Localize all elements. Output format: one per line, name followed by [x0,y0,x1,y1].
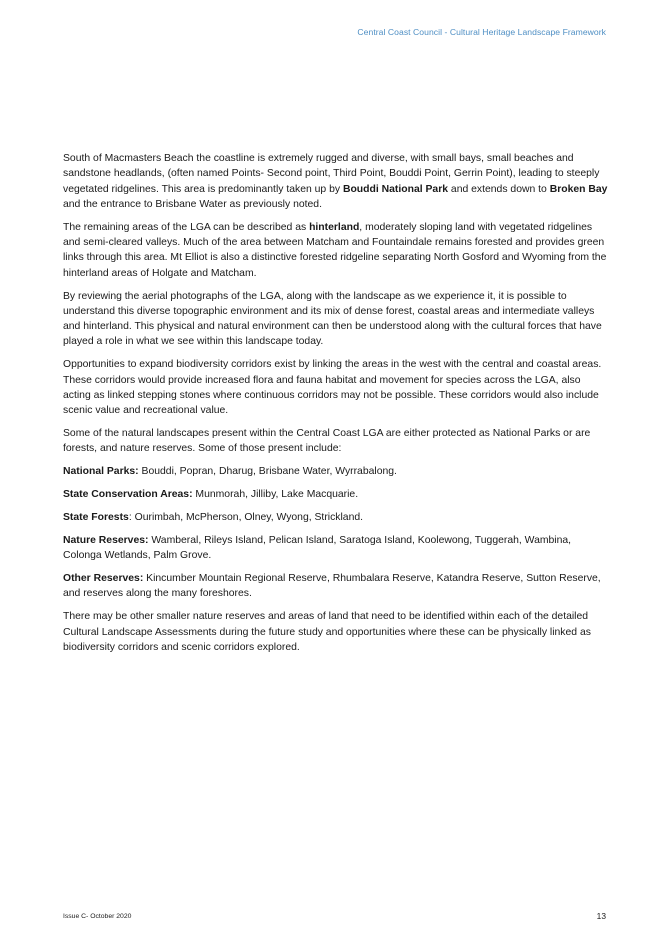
page-number: 13 [596,911,606,921]
bold-term-broken-bay: Broken Bay [549,183,608,195]
paragraph-biodiversity-corridors: Opportunities to expand biodiversity corridors exist by linking the areas in the west with the central and coastal areas. These corridors would provide increased flora and fauna habitat and movement for species across the LGA, also acting as linked stepping stones where continuous corridors may not be possible. These corridors would also include scenic value and recreational value. [63,359,602,417]
paragraph-hinterland [63,220,608,281]
value-state-conservation-areas: Munmorah, Jilliby, Lake Macquarie. [192,489,359,501]
list-other-reserves [63,571,608,602]
running-header [357,27,606,37]
label-national-parks: National Parks: [63,466,139,478]
value-other-reserves: Kincumber Mountain Regional Reserve, Rhumbalara Reserve, Katandra Reserve, Sutton Reserve, and reserves along the many foreshores. [63,573,601,600]
list-nature-reserves [63,533,608,564]
text-span: and the entrance to Brisbane Water as previously noted. [63,198,322,210]
paragraph-smaller-reserves: There may be other smaller nature reserves and areas of land that need to be identified within each of the detailed Cultural Landscape Assessments during the future study and opportunities where these can be physically linked as biodiversity corridors and scenic corridors explored. [63,611,591,653]
label-state-forests: State Forests [63,512,129,524]
value-state-forests: : Ourimbah, McPherson, Olney, Wyong, Strickland. [128,512,364,524]
value-nature-reserves: Wamberal, Rileys Island, Pelican Island, Saratoga Island, Koolewong, Tuggerah, Wambina, Colonga Wetlands, Palm Grove. [63,534,572,562]
header-doc-title: Cultural Heritage Landscape Framework [449,27,606,37]
footer-issue: Issue C- October 2020 [63,913,132,920]
paragraph-natural-landscapes: Some of the natural landscapes present within the Central Coast LGA are either protected as National Parks or are forests, and nature reserves. Some of those present include: [63,428,591,455]
list-state-forests [63,510,608,525]
list-national-parks [63,464,608,479]
paragraph-coastline [63,151,608,212]
bold-term-bouddi-national-park: Bouddi National Park [342,183,449,195]
text-span: and extends down to [448,183,550,195]
label-state-conservation-areas: State Conservation Areas: [63,489,193,501]
body-text [63,151,608,663]
label-nature-reserves: Nature Reserves: [63,534,149,546]
value-national-parks: Bouddi, Popran, Dharug, Brisbane Water, Wyrrabalong. [138,466,397,478]
text-span: South of Macmasters Beach the coastline is extremely rugged and diverse, with small bays, small beaches and sandstone headlands, (often named Points- Second point, Third Point, Bouddi Point, Gerrin Point), leading to steeply vegetated ridgelines. This area is predominantly taken up by [63,153,600,195]
bold-term-hinterland: hinterland [309,221,360,233]
list-state-conservation-areas [63,487,608,502]
text-span: , moderately sloping land with vegetated ridgelines and semi-cleared valleys. Much of the area between Matcham and Fountaindale remains forested and provides green links through this area. Mt Elliot is also a distinctive forested ridgeline separating North Gosford and Wyoming from the hinterland areas of Holgate and Matcham. [63,221,607,279]
paragraph-aerial-photographs: By reviewing the aerial photographs of the LGA, along with the landscape as we experience it, it is possible to understand this diverse topographic environment and its mix of dense forest, coastal areas and intermediate valleys and hinterland. This physical and natural environment can then be understood along with the cultural forces that have played a role in what we see within this landscape today. [63,290,602,348]
text-span: The remaining areas of the LGA can be described as [63,221,310,233]
label-other-reserves: Other Reserves: [63,573,144,585]
header-separator: - [442,27,450,37]
header-org: Central Coast Council [357,27,443,37]
